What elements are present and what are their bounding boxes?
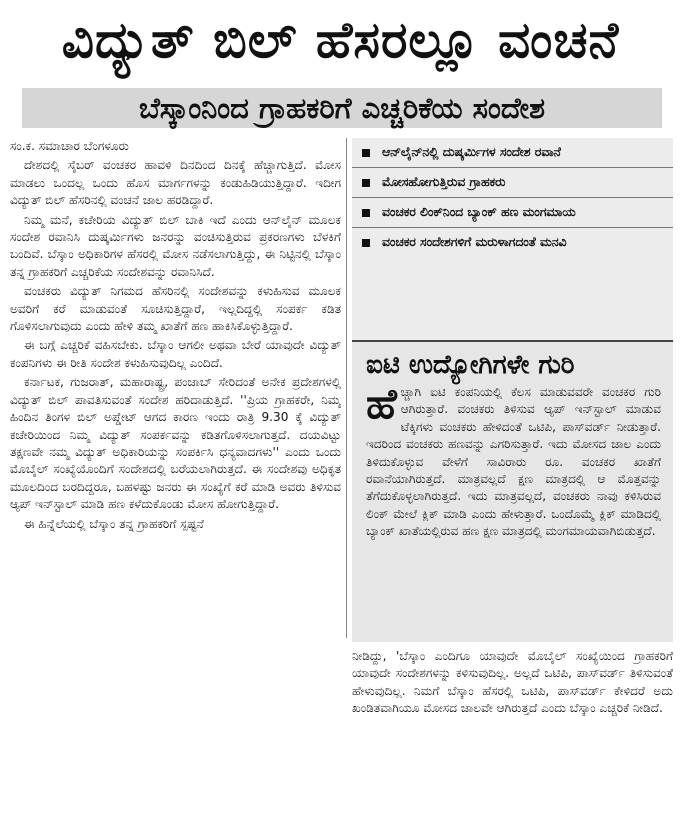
sidebar-box-title: ಐಟಿ ಉದ್ಯೋಗಿಗಳೇ ಗುರಿ	[366, 350, 575, 380]
square-bullet-icon	[362, 209, 370, 217]
left-column	[10, 138, 341, 810]
highlight-text: ಆನ್‌ಲೈನ್‌ನಲ್ಲಿ ದುಷ್ಕರ್ಮಿಗಳ ಸಂದೇಶ ರವಾನೆ	[382, 145, 561, 159]
paragraph: ಕರ್ನಾಟಕ, ಗುಜರಾತ್, ಮಹಾರಾಷ್ಟ್ರ, ಪಂಜಾಬ್ ಸೇರಿದಂತೆ ಅನೇಕ ಪ್ರದೇಶಗಳಲ್ಲಿ ವಿದ್ಯುತ್ ಬಿಲ್ ಪಾವತಿಸುವಂತೆ ಸಂದೇಶ ಹರಿದಾಡುತ್ತಿದೆ. ''ಪ್ರಿಯ ಗ್ರಾಹಕರೇ, ನಿಮ್ಮ ಹಿಂದಿನ ತಿಂಗಳ ಬಿಲ್ ಅಪ್ಡೇಟ್ ಆಗದ ಕಾರಣ ಇಂದು ರಾತ್ರಿ 9.30 ಕ್ಕೆ ವಿದ್ಯುತ್ ಕಚೇರಿಯಿಂದ ನಿಮ್ಮ ವಿದ್ಯುತ್ ಸಂಪರ್ಕವನ್ನು ಕಡಿತಗೊಳಿಸಲಾಗುತ್ತದೆ. ದಯವಿಟ್ಟು ತಕ್ಷಣವೇ ನಮ್ಮ ವಿದ್ಯುತ್ ಅಧಿಕಾರಿಯನ್ನು ಸಂಪರ್ಕಿಸಿ ಧನ್ಯವಾದಗಳು'' ಎಂದು ಒಂದು ಮೊಬೈಲ್ ಸಂಖ್ಯೆಯೊಂದಿಗೆ ಸಂದೇಶದಲ್ಲಿ ಬರೆಯಲಾಗಿರುತ್ತದೆ. ಈ ಸಂದೇಶವು ಅಧಿಕೃತ ಮೂಲದಿಂದ ಬರದಿದ್ದರೂ, ಬಹಳಷ್ಟು ಜನರು ಈ ಸಂಖ್ಯೆಗೆ ಕರೆ ಮಾಡಿ ಅವರು ತಿಳಿಸುವ ಆ್ಯಪ್ ಇನ್‌ಸ್ಟಾಲ್ ಮಾಡಿ ಹಣ ಕಳೆದುಕೊಂಡು ಮೋಸ ಹೋಗುತ್ತಿದ್ದಾರೆ.	[10, 375, 341, 512]
continuation-paragraph: ನೀಡಿದ್ದು, 'ಬೆಸ್ಕಾಂ ಎಂದಿಗೂ ಯಾವುದೇ ಮೊಬೈಲ್ ಸಂಖ್ಯೆಯಿಂದ ಗ್ರಾಹಕರಿಗೆ ಯಾವುದೇ ಸಂದೇಶಗಳನ್ನು ಕಳಿಸುವುದಿಲ್ಲ. ಅಲ್ಲದೆ ಒಟಿಪಿ, ಪಾಸ್‌ವರ್ಡ್ ತಿಳಿಸುವಂತೆ ಹೇಳುವುದಿಲ್ಲ. ನಿಮಗೆ ಬೆಸ್ಕಾಂ ಹೆಸರಲ್ಲಿ ಒಟಿಪಿ, ಪಾಸ್‌ವರ್ಡ್ ಕೇಳಿದರೆ ಅದು ಖಂಡಿತವಾಗಿಯೂ ಮೋಸದ ಜಾಲವೇ ಆಗಿರುತ್ತದೆ ಎಂದು ಬೆಸ್ಕಾಂ ಎಚ್ಚರಿಕೆ ನೀಡಿದೆ.	[352, 649, 673, 716]
highlight-item	[352, 228, 673, 257]
headline: ವಿದ್ಯುತ್ ಬಿಲ್ ಹೆಸರಲ್ಲೂ ವಂಚನೆ	[0, 0, 681, 80]
subheadline: ಬೆಸ್ಕಾಂನಿಂದ ಗ್ರಾಹಕರಿಗೆ ಎಚ್ಚರಿಕೆಯ ಸಂದೇಶ	[22, 88, 662, 128]
highlight-item	[352, 168, 673, 198]
paragraph: ಈ ಹಿನ್ನೆಲೆಯಲ್ಲಿ ಬೆಸ್ಕಾಂ ತನ್ನ ಗ್ರಾಹಕರಿಗೆ ಸ್ಪಷ್ಟನೆ	[24, 516, 204, 531]
paragraph: ದೇಶದಲ್ಲಿ ಸೈಬರ್ ವಂಚಕರ ಹಾವಳಿ ದಿನದಿಂದ ದಿನಕ್ಕೆ ಹೆಚ್ಚಾಗುತ್ತಿದೆ. ಮೋಸ ಮಾಡಲು ಒಂದಲ್ಲ ಒಂದು ಹೊಸ ಮಾರ್ಗಗಳನ್ನು ಕಂಡುಹಿಡಿಯುತ್ತಿದ್ದಾರೆ. ಇದೀಗ ವಿದ್ಯುತ್ ಬಿಲ್ ಹೆಸರಿನಲ್ಲಿ ವಂಚನೆ ಜಾಲ ಹರಡಿದ್ದಾರೆ.	[10, 158, 341, 208]
highlight-item	[352, 138, 673, 168]
highlight-item	[352, 198, 673, 228]
column-divider	[346, 138, 347, 638]
square-bullet-icon	[362, 149, 370, 157]
highlights-panel	[352, 138, 673, 340]
highlight-text: ವಂಚಕರ ಸಂದೇಶಗಳಿಗೆ ಮರುಳಾಗದಂತೆ ಮನವಿ	[382, 235, 567, 249]
paragraph: ನಿಮ್ಮ ಮನೆ, ಕಚೇರಿಯ ವಿದ್ಯುತ್ ಬಿಲ್ ಬಾಕಿ ಇದೆ ಎಂದು ಆನ್‌ಲೈನ್ ಮೂಲಕ ಸಂದೇಶ ರವಾನಿಸಿ ದುಷ್ಕರ್ಮಿಗಳು ಜನರನ್ನು ವಂಚಿಸುತ್ತಿರುವ ಪ್ರಕರಣಗಳು ಬೆಳಕಿಗೆ ಬಂದಿವೆ. ಬೆಸ್ಕಾಂ ಅಧಿಕಾರಿಗಳ ಹೆಸರಲ್ಲಿ ಮೋಸ ನಡೆಸಲಾಗುತ್ತಿದ್ದು, ಈ ನಿಟ್ಟಿನಲ್ಲಿ ಬೆಸ್ಕಾಂ ತನ್ನ ಗ್ರಾಹಕರಿಗೆ ಎಚ್ಚರಿಕೆಯ ಸಂದೇಶವನ್ನು ರವಾನಿಸಿದೆ.	[10, 212, 341, 279]
drop-cap: ಹೆ	[366, 379, 397, 428]
paragraph: ಈ ಬಗ್ಗೆ ಎಚ್ಚರಿಕೆ ವಹಿಸಬೇಕು. ಬೆಸ್ಕಾಂ ಆಗಲೀ ಅಥವಾ ಬೇರೆ ಯಾವುದೇ ವಿದ್ಯುತ್ ಕಂಪನಿಗಳು ಈ ರೀತಿ ಸಂದೇಶ ಕಳುಹಿಸುವುದಿಲ್ಲ ಎಂದಿದೆ.	[10, 338, 341, 370]
highlight-text: ಮೋಸಹೋಗುತ್ತಿರುವ ಗ್ರಾಹಕರು	[382, 175, 506, 189]
square-bullet-icon	[362, 239, 370, 247]
paragraph: ವಂಚಕರು ವಿದ್ಯುತ್ ನಿಗಮದ ಹೆಸರಿನಲ್ಲಿ ಸಂದೇಶವನ್ನು ಕಳುಹಿಸುವ ಮೂಲಕ ಅವರಿಗೆ ಕರೆ ಮಾಡುವಂತೆ ಸೂಚಿಸುತ್ತಿದ್ದಾರೆ, ಇಲ್ಲದಿದ್ದಲ್ಲಿ ಸಂಪರ್ಕ ಕಡಿತ ಗೊಳಿಸಲಾಗುವುದು ಎಂದು ಹೇಳಿ ತಮ್ಮ ಖಾತೆಗೆ ಹಣ ಹಾಕಿಸಿಕೊಳ್ಳುತ್ತಿದ್ದಾರೆ.	[10, 284, 341, 334]
dateline: ಸಂ.ಕ. ಸಮಾಚಾರ ಬೆಂಗಳೂರು	[10, 139, 129, 153]
sidebar-box	[352, 340, 673, 642]
sidebar-box-text: ಚ್ಚಾಗಿ ಐಟಿ ಕಂಪನಿಯಲ್ಲಿ ಕೆಲಸ ಮಾಡುವವರೇ ವಂಚಕರ ಗುರಿ ಆಗಿರುತ್ತಾರೆ. ವಂಚಕರು ತಿಳಿಸುವ ಆ್ಯಪ್ ಇನ್‌ಸ್ಟಾಲ್ ಮಾಡುವ ಟೆಕ್ಕಿಗಳು ವಂಚಕರು ಹೇಳಿದಂತೆ ಒಟಿಪಿ, ಪಾಸ್‌ವರ್ಡ್ ನೀಡುತ್ತಾರೆ. ಇದರಿಂದ ವಂಚಕರು ಹಣವನ್ನು ಎಗರಿಸುತ್ತಾರೆ. ಇದು ಮೋಸದ ಜಾಲ ಎಂದು ತಿಳಿದುಕೊಳ್ಳುವ ವೇಳೆಗೆ ಸಾವಿರಾರು ರೂ. ವಂಚಕರ ಖಾತೆಗೆ ರವಾನೆಯಾಗಿರುತ್ತದೆ. ಮಾತ್ರವಲ್ಲದೆ ಕ್ಷಣ ಮಾತ್ರದಲ್ಲಿ ಆ ಮೊತ್ತವನ್ನು ತೆಗೆದುಕೊಳ್ಳಲಾಗಿರುತ್ತದೆ. ಇದು ಮಾತ್ರವಲ್ಲದೆ, ವಂಚಕರು ನಾವು ಕಳಿಸಿರುವ ಲಿಂಕ್ ಮೇಲೆ ಕ್ಲಿಕ್ ಮಾಡಿ ಎಂದು ಹೇಳುತ್ತಾರೆ. ಒಂದೊಮ್ಮೆ ಕ್ಲಿಕ್ ಮಾಡಿದಲ್ಲಿ ಬ್ಯಾಂಕ್ ಖಾತೆಯಲ್ಲಿರುವ ಹಣ ಕ್ಷಣ ಮಾತ್ರದಲ್ಲಿ ಮಂಗಮಾಯವಾಗಿಬಿಡುತ್ತದೆ.	[366, 385, 661, 539]
square-bullet-icon	[362, 179, 370, 187]
sidebar-box-body	[352, 379, 673, 541]
highlight-text: ವಂಚಕರ ಲಿಂಕ್‌ನಿಂದ ಬ್ಯಾಂಕ್ ಹಣ ಮಂಗಮಾಯ	[382, 205, 576, 219]
right-continuation	[352, 648, 673, 808]
